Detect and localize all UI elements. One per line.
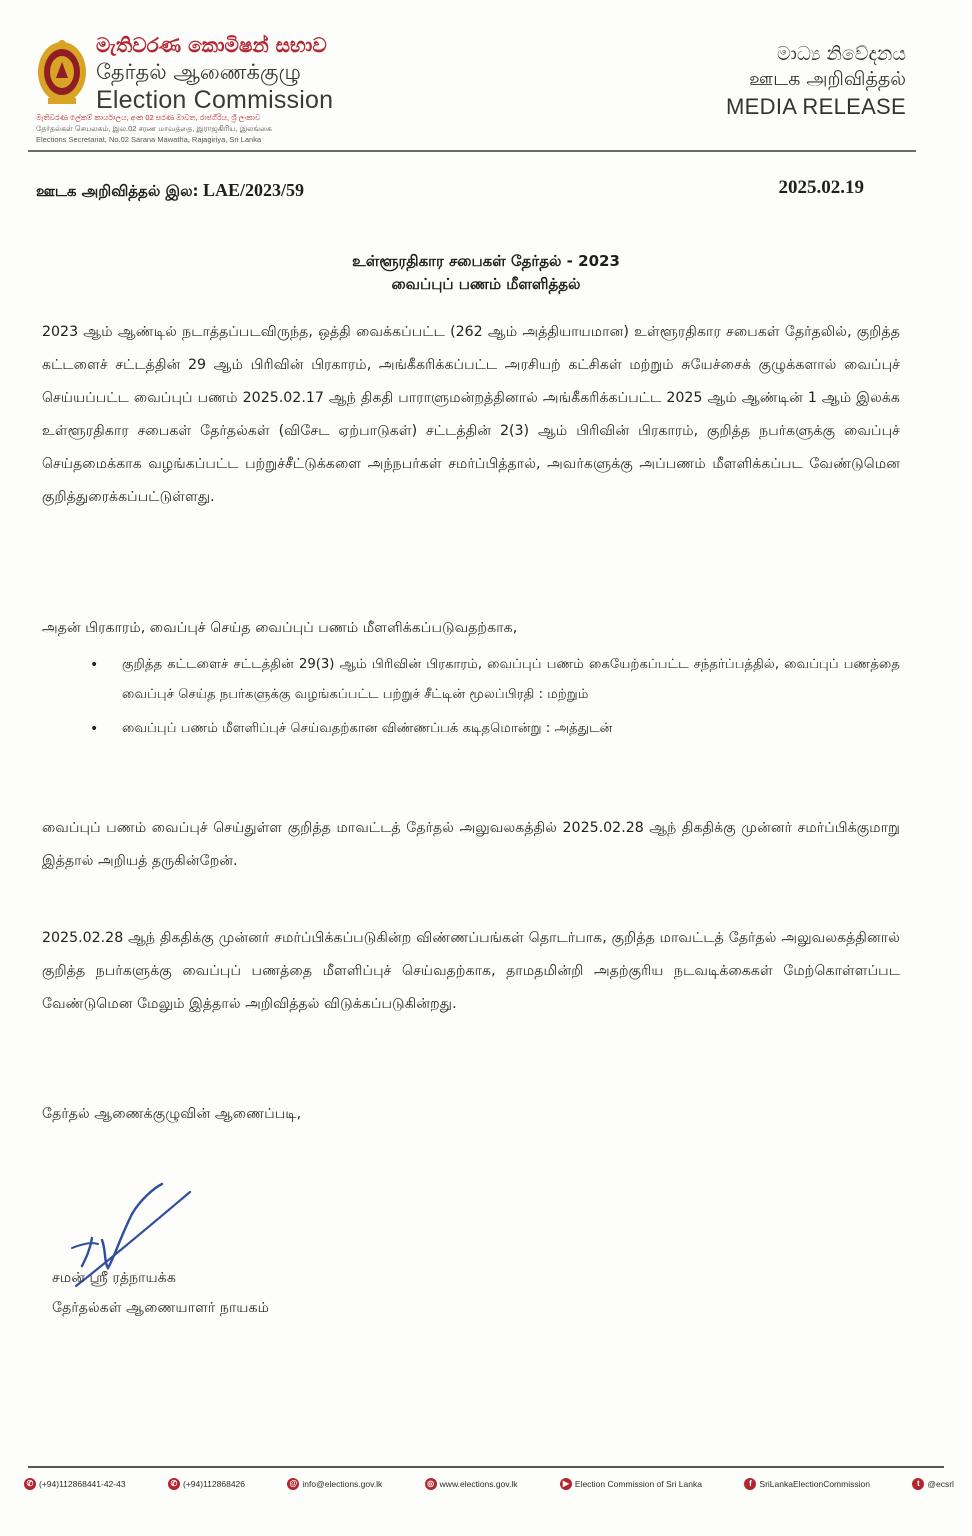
web-icon: ◎ (425, 1478, 437, 1490)
footer-twitter[interactable] (912, 1478, 954, 1490)
footer-website-text: www.elections.gov.lk (439, 1479, 518, 1489)
requirements-list (88, 650, 900, 748)
release-date: 2025.02.19 (778, 177, 864, 198)
paragraph-3: வைப்புப் பணம் வைப்புச் செய்துள்ள குறித்த மாவட்டத் தேர்தல் அலுவலகத்தில் 2025.02.28 ஆந் திகதிக்கு முன்னர் சமர்ப்பிக்குமாறு இத்தால் அறியத் தருகின்றேன். (42, 820, 900, 869)
email-icon: @ (287, 1478, 299, 1490)
footer-fax-text: (+94)112868426 (183, 1479, 245, 1489)
footer-facebook[interactable] (744, 1478, 870, 1490)
list-item (88, 714, 900, 744)
footer-twitter-text: @ecsrl (927, 1479, 954, 1489)
reference-label: ஊடக அறிவித்தல் இல: (36, 182, 199, 200)
address-english: Elections Secretariat, No.02 Sarana Mawatha, Rajagiriya, Sri Lanka (36, 135, 262, 144)
footer-facebook-text: SriLankaElectionCommission (759, 1479, 870, 1489)
commission-name-english: Election Commission (96, 86, 334, 114)
footer-phone-text: (+94)112868441-42-43 (39, 1479, 126, 1489)
paragraph-1: 2023 ஆம் ஆண்டில் நடாத்தப்படவிருந்த, ஒத்தி வைக்கப்பட்ட (262 ஆம் அத்தியாயமான) உள்ளூரதிகார சபைகள் தேர்தலில், குறித்த கட்டளைச் சட்டத்தின் 29 ஆம் பிரிவின் பிரகாரம், அங்கீகரிக்கப்பட்ட அரசியற் கட்சிகள் மற்றும் சுயேச்சைக் குழுக்களால் வைப்புச் செய்யப்பட்ட வைப்புப் பணம் 2025.02.17 ஆந் திகதி பாராளுமன்றத்தினால் அங்கீகரிக்கப்பட்ட 2025 ஆம் ஆண்டின் 1 ஆம் இலக்க உள்ளூரதிகார சபைகள் தேர்தல்கள் (விசேட ஏற்பாடுகள்) சட்டத்தின் 2(3) ஆம் பிரிவின் பிரகாரம், குறித்த நபர்களுக்கு வைப்புச் செய்தமைக்காக வழங்கப்பட்ட பற்றுச்சீட்டுக்களை அந்நபர்கள் சமர்ப்பித்தால், அவர்களுக்கு அப்பணம் மீளளிக்கப்பட வேண்டுமென குறித்துரைக்கப்பட்டுள்ளது. (42, 324, 900, 505)
phone-icon: ✆ (24, 1478, 36, 1490)
sri-lanka-emblem-icon (34, 36, 90, 108)
letterhead-address (36, 112, 356, 145)
media-release-tamil: ஊடக அறிவித்தல் (749, 68, 906, 90)
footer-youtube[interactable] (560, 1478, 702, 1490)
contact-footer (24, 1478, 954, 1490)
header-divider (28, 150, 916, 152)
reference-number: LAE/2023/59 (203, 180, 305, 200)
commission-name-sinhala: මැතිවරණ කොමිෂන් සභාව (96, 33, 327, 57)
footer-website[interactable] (425, 1478, 518, 1490)
footer-fax[interactable] (168, 1478, 245, 1490)
bullet-icon: • (90, 721, 99, 737)
commission-name-tamil: தேர்தல் ஆணைக்குழு (96, 60, 301, 84)
fax-icon: ✆ (168, 1478, 180, 1490)
signatory-name: சமன் ஸ்ரீ ரத்நாயக்க (52, 1270, 176, 1286)
twitter-icon: t (912, 1478, 924, 1490)
footer-divider (28, 1466, 944, 1468)
document-title: உள்ளூரதிகார சபைகள் தேர்தல் - 2023 (352, 252, 620, 270)
closing-line: தேர்தல் ஆணைக்குழுவின் ஆணைப்படி, (42, 1106, 302, 1122)
address-tamil: தேர்தல்கள் செயலகம், இல.02 சரண மாவத்தை, இராஜகிரிய, இலங்கை (36, 124, 272, 133)
footer-email[interactable] (287, 1478, 382, 1490)
media-release-sinhala: මාධ්‍ය නිවේදනය (776, 43, 906, 65)
paragraph-4: 2025.02.28 ஆந் திகதிக்கு முன்னர் சமர்ப்பிக்கப்படுகின்ற விண்ணப்பங்கள் தொடர்பாக, குறித்த மாவட்டத் தேர்தல் அலுவலகத்தினால் குறித்த நபர்களுக்கு வைப்புப் பணத்தை மீளளிப்புச் செய்வதற்காக, தாமதமின்றி அதற்குரிய நடவடிக்கைகள் மேற்கொள்ளப்பட வேண்டுமென மேலும் இத்தால் அறிவித்தல் விடுக்கப்படுகின்றது. (42, 930, 900, 1012)
facebook-icon: f (744, 1478, 756, 1490)
media-release-english: MEDIA RELEASE (726, 94, 906, 119)
reference-line (36, 180, 304, 202)
signatory-title: தேர்தல்கள் ஆணையாளர் நாயகம் (52, 1300, 270, 1316)
footer-phone[interactable] (24, 1478, 126, 1490)
letterhead-names (96, 32, 366, 114)
paragraph-2: அதன் பிரகாரம், வைப்புச் செய்த வைப்புப் பணம் மீளளிக்கப்படுவதற்காக, (42, 620, 518, 636)
footer-youtube-text: Election Commission of Sri Lanka (574, 1479, 702, 1489)
document-subtitle: வைப்புப் பணம் மீளளித்தல் (391, 275, 581, 293)
list-item-text: குறித்த கட்டளைச் சட்டத்தின் 29(3) ஆம் பிரிவின் பிரகாரம், வைப்புப் பணம் கையேற்கப்பட்ட சந்தர்ப்பத்தில், வைப்புப் பணத்தை வைப்புச் செய்த நபர்களுக்கு வழங்கப்பட்ட பற்றுச் சீட்டின் மூலப்பிரதி : மற்றும் (122, 657, 900, 702)
list-item-text: வைப்புப் பணம் மீளளிப்புச் செய்வதற்கான விண்ணப்பக் கடிதமொன்று : அத்துடன் (122, 721, 613, 736)
bullet-icon: • (90, 657, 99, 673)
address-sinhala: මැතිවරණ ලේකම් කාර්යාලය, අංක 02 සරණ මාවත, රාජගිරිය, ශ්‍රී ලංකාව (36, 113, 261, 122)
media-release-heading (726, 42, 906, 122)
footer-email-text: info@elections.gov.lk (302, 1479, 383, 1489)
list-item (88, 650, 900, 710)
youtube-icon: ▶ (560, 1478, 572, 1490)
